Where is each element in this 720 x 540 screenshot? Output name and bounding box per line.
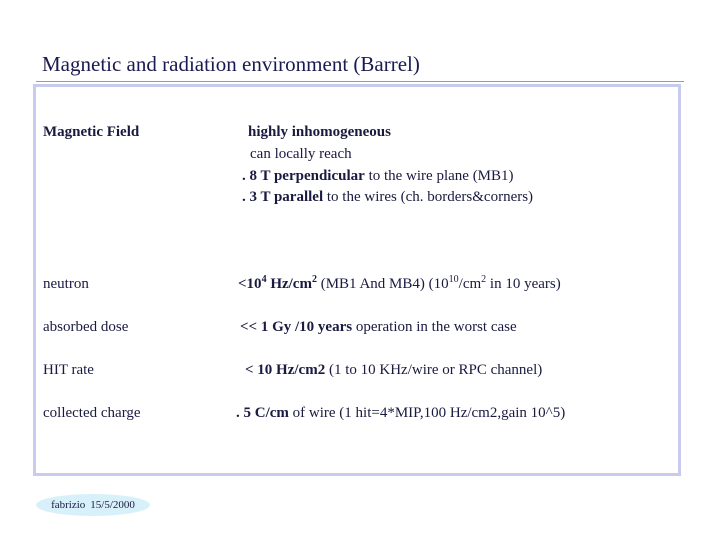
title-divider [36,81,684,82]
absorbed-dose-desc: operation in the worst case [352,319,517,335]
author-date-badge [36,494,150,516]
hit-rate-amount: < 10 Hz/cm2 [245,362,326,378]
magnetic-field-line-1: highly inhomogeneous [248,124,391,140]
absorbed-dose-value [240,319,517,336]
hit-rate-label: HIT rate [43,362,94,378]
neutron-fluence-period: in 10 years) [486,276,561,292]
neutron-fluence-exponent: 10 [448,274,459,285]
magnetic-field-line-2: can locally reach [250,146,352,162]
absorbed-dose-amount: << 1 Gy /10 years [240,319,353,335]
collected-charge-label: collected charge [43,405,141,421]
author-name: fabrizio [51,499,86,511]
magnetic-field-label: Magnetic Field [43,124,140,140]
magnetic-field-line-3 [242,168,514,185]
hit-rate-desc: (1 to 10 KHz/wire or RPC channel) [325,362,543,378]
collected-charge-value [236,405,565,422]
neutron-fluence-unit-exponent: 2 [481,274,487,285]
magnetic-field-line-4 [242,189,533,206]
neutron-flux-base: <10 [238,276,262,292]
slide-date: 15/5/2000 [90,499,135,511]
neutron-value [238,276,561,293]
perpendicular-field-desc: to the wire plane (MB1) [364,168,514,184]
parallel-field-value: . 3 T parallel [242,189,324,205]
neutron-flux-unit-exponent: 2 [311,274,317,285]
neutron-flux-unit: Hz/cm [266,276,312,292]
neutron-location-desc: (MB1 And MB4) (10 [316,276,449,292]
absorbed-dose-label: absorbed dose [43,319,129,335]
slide-title: Magnetic and radiation environment (Barrel) [42,52,420,76]
neutron-fluence-unit: /cm [458,276,482,292]
neutron-label: neutron [43,276,89,292]
collected-charge-amount: . 5 C/cm [236,405,289,421]
neutron-flux-exponent: 4 [261,274,267,285]
hit-rate-value [245,362,542,379]
perpendicular-field-value: . 8 T perpendicular [242,168,365,184]
collected-charge-desc: of wire (1 hit=4*MIP,100 Hz/cm2,gain 10^5) [288,405,566,421]
parallel-field-desc: to the wires (ch. borders&corners) [323,189,534,205]
